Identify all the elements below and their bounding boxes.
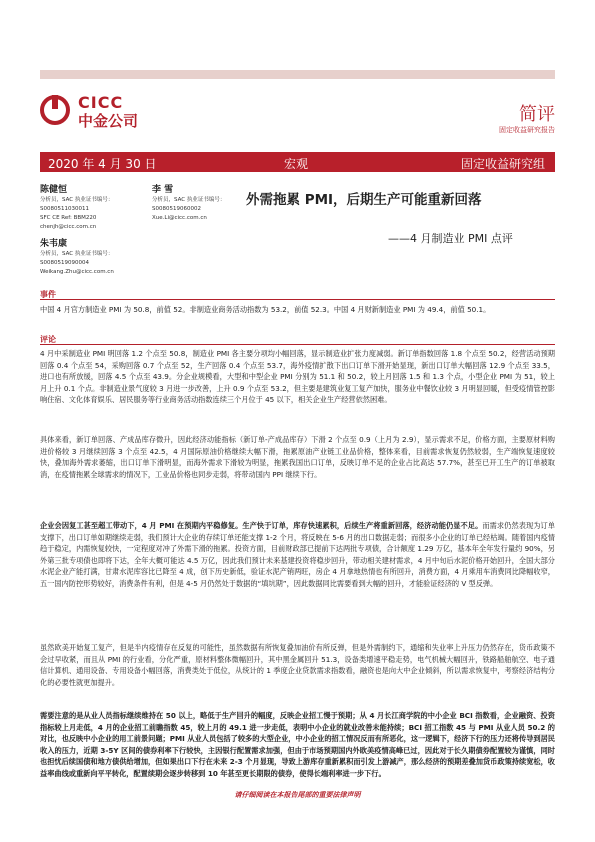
- brand-name: CICC: [78, 93, 124, 112]
- author-meta: 分析员，SAC 执业证书编号： S0080511030011 SFC CE Ref: BBM220 chenjh@cicc.com.cn: [40, 197, 114, 230]
- author-name: 陈健恒: [40, 185, 68, 195]
- author-name: 朱韦康: [40, 239, 68, 249]
- top-decorative-bar: [40, 70, 555, 79]
- brand-name-cn: 中金公司: [78, 112, 139, 130]
- report-subtitle: ——4 月制造业 PMI 点评: [388, 232, 513, 245]
- report-type: 简评: [519, 104, 555, 125]
- section-divider: [40, 299, 555, 300]
- author-meta: 分析员，SAC 执业证书编号： S0080519090004 Weikang.Zhu@cicc.com.cn: [40, 251, 114, 275]
- report-group: 固定收益研究组: [460, 157, 545, 171]
- author-meta: 分析员，SAC 执业证书编号： S0080519060002 Xue.Li@cicc.com.cn: [152, 197, 226, 221]
- legal-disclaimer: 请仔细阅读在本报告尾部的重要法律声明: [234, 791, 361, 799]
- info-bar: [40, 152, 555, 172]
- comment-paragraph-3: 企业会因复工甚至超工带动下，4 月 PMI 在预期内平稳修复。生产快于订单，库存快速累积，后续生产将重新回落，经济动能仍显不足。而需求仍然表现为订单支撑下，出口订单如期继续走弱，我们预计大企业的存续订单还能支撑 1-2 个月，将反映在 5-6 月的出口数据走弱；而很多小企业的订单已经枯竭。随着国内疫情趋于稳定，内需恢复较快，一定程度对冲了外需下滑的拖累。投资方面，目前财政部已提前下达两批专项债，合计额度 1.29 万亿，基本年全年发行量约 90%，另外第三批专项债也即将下达，全年大概可能达 4.5 万亿，因此我们预计未来基建投资将稳步回升，带动相关建材需求，4 月中旬后水泥价格开始回升，全国大部分水泥企业产能打满，甘肃水泥库容比已降至 4 成，创下历史新低，验证水泥产销两旺，房企 4 月拿地热情也有所回升，消费方面，4 月乘用车消费同比降幅收窄，五一国内防控形势较好，消费条件有利，但是 4-5 月仍然处于数据的“填坑期”，因此数据同比需要看到大幅的回升，才能验证经济的 V 型反弹。: [40, 521, 555, 588]
- comment-paragraph-4: 虽然欧美开始复工复产，但是半内疫情存在反复的可能性，虽然数据有所恢复叠加油价有所反弹，但是外需制约下，通缩和失业率上升压力仍然存在，货币政策不会过早收紧，而且从 PMI 的行业看，分化严重，原材料整体微幅回升，其中黑金属回升 51.3，设备类增速平稳走势，电气机械大幅回升，铁路船舶航空、电子通信计算机、通用设备、专用设备小幅回落，消费类处于低位，从统计的 1 季度企业贷款需求指数看，融资也是向大中企业倾斜，所以需求恢复中，考察经济结构分化的必要性就更加提升。: [40, 643, 555, 687]
- section-label-comment: 评论: [40, 335, 56, 344]
- comment-paragraph-5: 需要注意的是从业人员指标继续维持在 50 以上，略低于生产回升的幅度，反映企业招工慢于预期；从 4 月长江商学院的中小企业 BCI 指数看，企业融资、投资指标较上月走低，4 月的企业招工前瞻指数 45，较上月的 49.1 进一步走低，表明中小企业的就业改善未能持续；BCI 招工指数 45 与 PMI 从业人员 50.2 的对比，也反映中小企业的用工前景问题；PMI 从业人员包括了较多的大型企业，中小企业的招工情况反而有所恶化，这一逻辑下，经济下行的压力还将传导到居民收入的压力，近期 3-5Y 区间的债券利率下行较快，主因银行配置需求加强，但由于市场预期国内外欧美疫情高峰已过，因此对于长久期债券配置较为谨慎，同时也担忧后续国债和地方债供给增加，但如果出口下行在未来 2-3 个月显现，导致上游库存重新累积而引发上游减产，那么经济的预期差叠加货币政策持续宽松，收益率曲线或重新向平平转化，配置续期会逐步转移到 10 年甚至更长期限的债券，使得长端利率进一步下行。: [40, 711, 555, 778]
- cicc-logo-icon: [40, 95, 70, 125]
- section-label-event: 事件: [40, 290, 56, 299]
- author-name: 李 雪: [152, 185, 174, 195]
- comment-paragraph-1: 4 月中采制造业 PMI 明回落 1.2 个点至 50.8，制造业 PMI 各主要分项均小幅回落，显示制造业扩张力度减弱。新订单指数回落 1.8 个点至 50.2，经营活动预期回落 0.4 个点至 54，采购回落 0.7 个点至 52，生产回落 0.4 个点至 53.7，海外疫情扩散下出口订单下滑开始显现，新出口订单大幅回落 12.9 个点至 33.5，进口也有所放缓，回落 4.5 个点至 43.9。分企业规模看，大型和中型企业 PMI 分别为 51.1 和 50.2，较上月回落 1.5 和 1.3 个点，小型企业 PMI 为 51，较上月上升 0.1 个点。非制造业景气度较 3 月进一步改善，上升 0.9 个点至 53.2，但主要是建筑业复工复产加快，服务业中餐饮业较 3 月明显回暖，但受疫情管控影响住宿、文化体育娱乐、居民服务等行业商务活动指数连续三个月位于 45 以下，相关企业生产经营依然困难。: [40, 349, 555, 404]
- report-date: 2020 年 4 月 30 日: [48, 157, 157, 171]
- section-divider: [40, 344, 555, 345]
- report-subtype: 固定收益研究报告: [499, 126, 555, 134]
- report-title: 外需拖累 PMI，后期生产可能重新回落: [246, 192, 482, 208]
- event-paragraph: 中国 4 月官方制造业 PMI 为 50.8，前值 52。非制造业商务活动指数为 53.2，前值 52.3。中国 4 月财新制造业 PMI 为 49.4，前值 50.1。: [40, 305, 491, 314]
- report-category: 宏观: [284, 157, 309, 171]
- comment-paragraph-2: 具体来看，新订单回落、产成品库存微升，因此经济动能指标（新订单-产成品库存）下滑 2 个点至 0.9（上月为 2.9），显示需求不足，价格方面，主要原材料购进价格较 3 月继续回落 3 个点至 42.5，4 月国际原油价格继续大幅下滑，拖累原油产业链工业品价格，整体来看，目前需求恢复仍然较弱，生产端恢复速度较快，叠加海外需求萎缩，出口订单下滑明显，而海外需求下滑较为明显，拖累我国出口订单，反映订单不足的企业占比高达 57.7%，甚至已开工生产的订单被取消，在疫情拖累全球需求的情况下，工业品价格也同步走弱，将带动国内 PPI 继续下行。: [40, 435, 555, 479]
